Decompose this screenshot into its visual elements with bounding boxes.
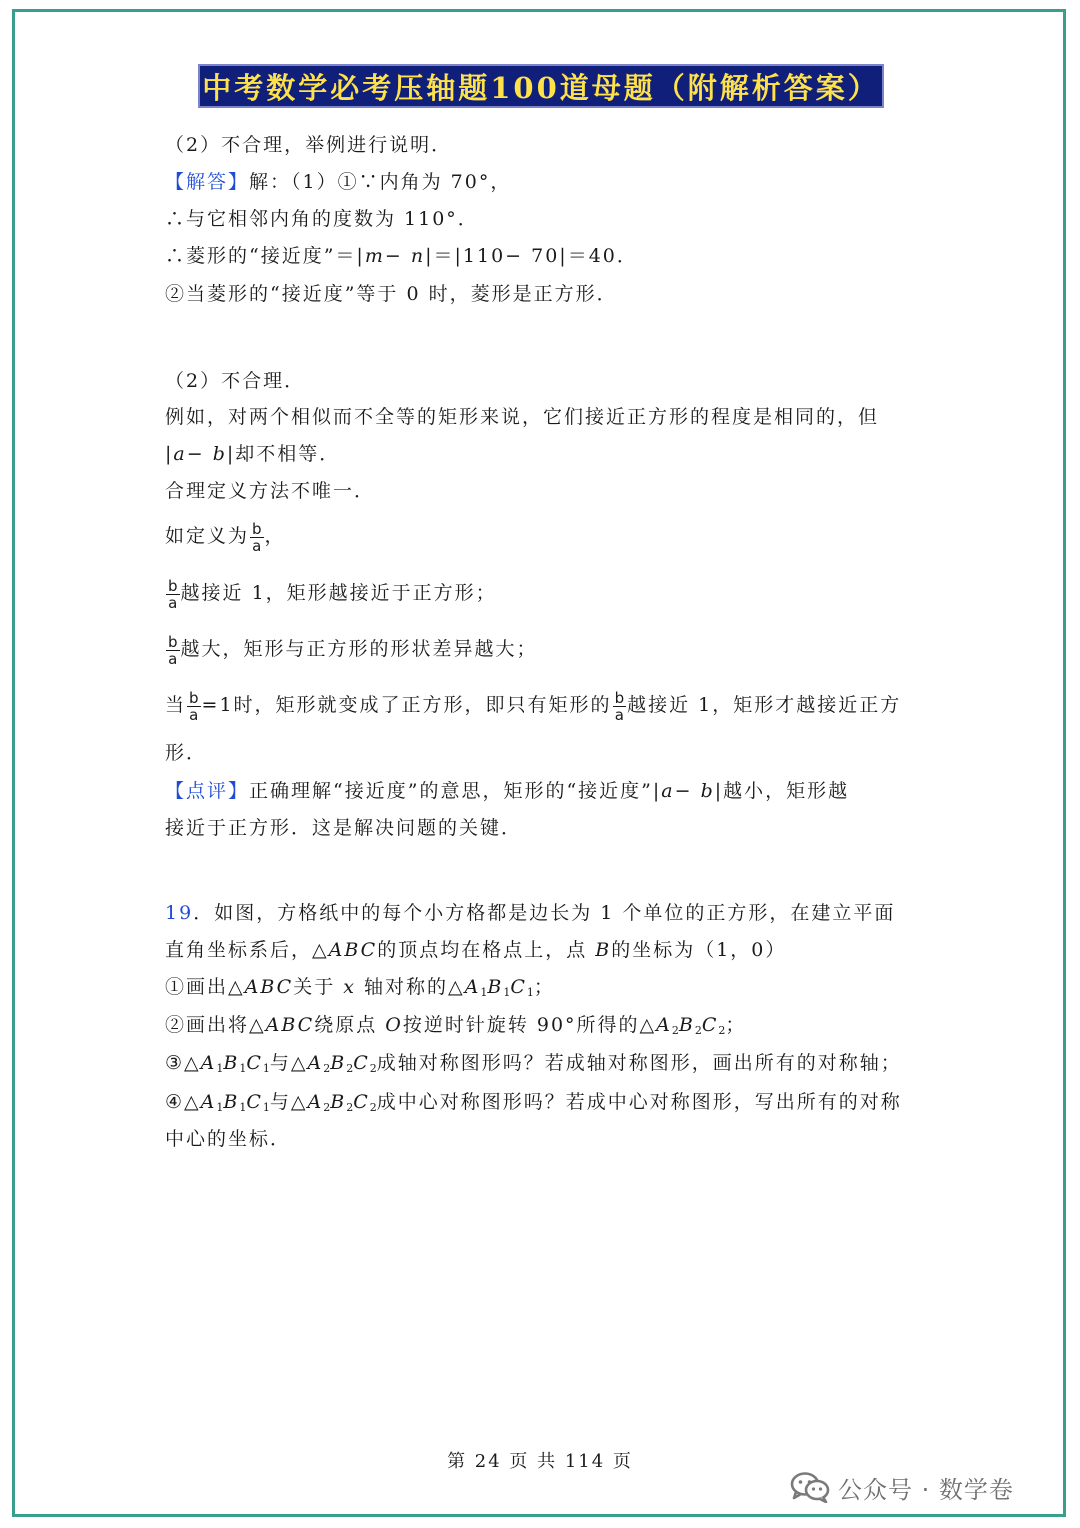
text-line: （2）不合理，举例进行说明． (165, 134, 453, 156)
fraction-b-over-a: $\frac{b}{a}$ (168, 632, 178, 668)
text-line: ①画出△ABC关于 x 轴对称的$\triangle A_1B_1C_1$； (165, 976, 555, 999)
text-line: $④\triangle A_1B_1C_1$与$\triangle A_2B_2C_2$成中心对称图形吗？若成中心对称图形，写出所有的对称 (165, 1091, 902, 1114)
watermark-text: 公众号 · 数学卷 (838, 1475, 1014, 1504)
text-line: |a− b|却不相等． (165, 443, 341, 465)
text-line: 当 $\frac{b}{a}$ =1时，矩形就变成了正方形，即只有矩形的 $\frac{b}{a}$ 越接近 1，矩形才越接近正方 (165, 688, 902, 724)
fraction-b-over-a: $\frac{b}{a}$ (252, 519, 262, 555)
comment-tag: 【点评】 (165, 780, 250, 802)
question-number: 19 (165, 902, 194, 924)
text-line: ②当菱形的“接近度”等于 0 时，菱形是正方形． (165, 283, 618, 305)
text-line: （2）不合理． (165, 370, 306, 392)
page-title: 中考数学必考压轴题100道母题（附解析答案） (202, 70, 880, 105)
text-line: ∴菱形的“接近度”＝|m− n|＝|110− 70|＝40． (165, 245, 638, 267)
text-line: 例如，对两个相似而不全等的矩形来说，它们接近正方形的程度是相同的，但 (165, 406, 880, 428)
question-line: 19．如图，方格纸中的每个小方格都是边长为 1 个单位的正方形，在建立平面 (165, 902, 896, 924)
text-line: 如定义为 $\frac{b}{a}$ ， (165, 519, 286, 555)
text-line: ∴与它相邻内角的度数为 110°． (165, 208, 479, 230)
title-banner (198, 64, 884, 108)
text-line: 合理定义方法不唯一． (165, 480, 376, 502)
text-line: $\frac{b}{a}$ 越接近 1，矩形越接近于正方形； (168, 576, 497, 612)
text-line: 直角坐标系后，△ABC的顶点均在格点上，点 B的坐标为（1，0） (165, 939, 787, 961)
comment-line: 【点评】正确理解“接近度”的意思，矩形的“接近度”|a− b|越小，矩形越 (165, 780, 850, 802)
text-line: 接近于正方形．这是解决问题的关键． (165, 817, 523, 839)
fraction-b-over-a: $\frac{b}{a}$ (189, 688, 199, 724)
answer-tag: 【解答】 (165, 171, 250, 193)
watermark (790, 1467, 1014, 1507)
text-line: 中心的坐标． (165, 1128, 292, 1150)
text-line: ②画出将△ABC绕原点 O按逆时针旋转 90°所得的$\triangle A_2B_2C_2$； (165, 1014, 747, 1037)
text-line: $\frac{b}{a}$ 越大，矩形与正方形的形状差异越大； (168, 632, 538, 668)
text-line: 形． (165, 742, 208, 764)
fraction-b-over-a: $\frac{b}{a}$ (614, 688, 625, 724)
page-number: 第 24 页 共 114 页 (447, 1451, 633, 1472)
answer-line: 【解答】解：（1）①∵内角为 70°， (165, 171, 512, 193)
wechat-icon (790, 1471, 830, 1503)
fraction-b-over-a: $\frac{b}{a}$ (168, 576, 178, 612)
text-line: $③\triangle A_1B_1C_1$与$\triangle A_2B_2C_2$成轴对称图形吗？若成轴对称图形，画出所有的对称轴； (165, 1052, 902, 1075)
